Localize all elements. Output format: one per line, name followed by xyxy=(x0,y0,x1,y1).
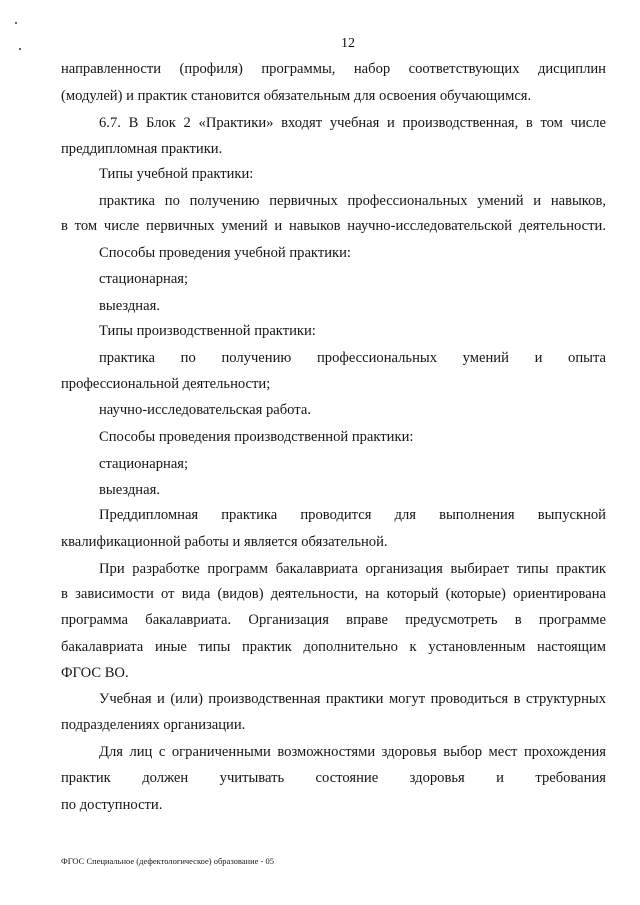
text-line: программа бакалавриата. Организация вправе предусмотреть в программе xyxy=(61,612,606,628)
text-line: практика по получению первичных профессиональных умений и навыков, xyxy=(99,193,606,209)
page-number: 12 xyxy=(341,36,355,51)
text-line: стационарная; xyxy=(99,271,189,287)
text-line: преддипломная практики. xyxy=(61,141,223,157)
text-line: Для лиц с ограниченными возможностями здоровья выбор мест прохождения xyxy=(99,744,606,760)
text-line: Способы проведения учебной практики: xyxy=(99,245,351,261)
text-line: научно-исследовательская работа. xyxy=(99,402,311,418)
text-line: в зависимости от вида (видов) деятельности, на который (которые) ориентирована xyxy=(61,586,606,602)
text-line: подразделениях организации. xyxy=(61,717,246,733)
text-line: выездная. xyxy=(99,482,160,498)
text-line: Преддипломная практика проводится для выполнения выпускной xyxy=(99,507,606,523)
text-line: Типы производственной практики: xyxy=(99,323,316,339)
text-line: Типы учебной практики: xyxy=(99,166,254,182)
text-line: ФГОС ВО. xyxy=(61,665,129,681)
text-line: направленности (профиля) программы, набор соответствующих дисциплин xyxy=(61,61,606,77)
text-line: в том числе первичных умений и навыков научно-исследовательской деятельности. xyxy=(61,218,606,234)
text-line: (модулей) и практик становится обязательным для освоения обучающимся. xyxy=(61,88,532,104)
text-line: профессиональной деятельности; xyxy=(61,376,271,392)
text-line: практик должен учитывать состояние здоровья и требования xyxy=(61,770,606,786)
text-line: бакалавриата иные типы практик дополнительно к установленным настоящим xyxy=(61,639,606,655)
text-line: практика по получению профессиональных умений и опыта xyxy=(99,350,606,366)
text-line: 6.7. В Блок 2 «Практики» входят учебная и производственная, в том числе xyxy=(99,115,606,131)
document-footer: ФГОС Специальное (дефектологическое) образование - 05 xyxy=(61,856,274,866)
text-line: стационарная; xyxy=(99,456,189,472)
scan-speck xyxy=(19,48,21,50)
text-line: квалификационной работы и является обязательной. xyxy=(61,534,388,550)
text-line: При разработке программ бакалавриата организация выбирает типы практик xyxy=(99,561,606,577)
scan-speck xyxy=(15,22,17,24)
text-line: Способы проведения производственной практики: xyxy=(99,429,414,445)
text-line: по доступности. xyxy=(61,797,163,813)
text-line: выездная. xyxy=(99,298,160,314)
text-line: Учебная и (или) производственная практики могут проводиться в структурных xyxy=(99,691,606,707)
